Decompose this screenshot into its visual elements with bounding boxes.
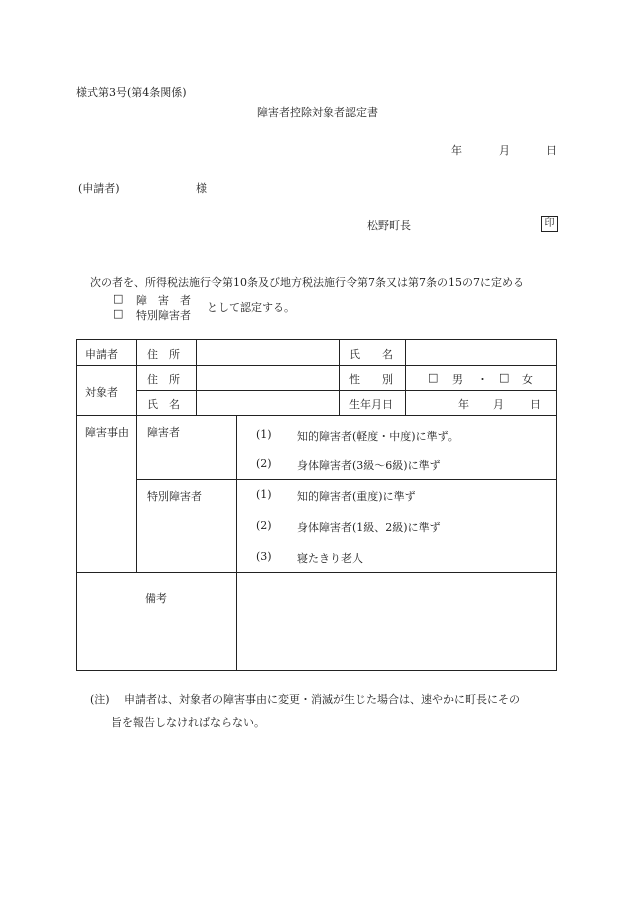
special-category-header: 特別障害者 [147,490,202,503]
disabled-item-2-text: 身体障害者(3級〜6級)に準ず [297,459,441,472]
subject-gender-label: 性 別 [349,373,393,386]
special-item-1-num: (1) [256,488,272,501]
subject-address-label: 住 所 [147,373,180,386]
option-checkbox-special[interactable]: □ [113,307,124,320]
date-year: 年 [451,144,462,157]
gender-separator: ・ [477,373,488,386]
applicant-name-label: 氏 名 [349,348,393,361]
seal-stamp: 印 [541,216,558,232]
statement-end: として認定する。 [207,301,295,314]
option-label-disabled: 障 害 者 [136,294,191,307]
disabled-item-1-text: 知的障害者(軽度・中度)に準ず。 [297,430,459,443]
issuer: 松野町長 [367,219,411,232]
subject-birthdate-label: 生年月日 [349,398,393,411]
female-label: 女 [522,373,533,386]
option-checkbox-disabled[interactable]: □ [113,292,124,305]
applicant-label: (申請者) [78,182,120,195]
special-item-3-num: (3) [256,550,272,563]
date-month: 月 [499,144,510,157]
note-line-2: 旨を報告しなければならない。 [111,716,265,729]
reason-header: 障害事由 [85,426,129,439]
disabled-item-1-num: (1) [256,428,272,441]
male-checkbox[interactable]: □ [428,371,439,384]
form-reference: 様式第3号(第4条関係) [76,86,187,99]
applicant-row-header: 申請者 [85,348,118,361]
note-label: (注) [90,693,110,706]
subject-name-label: 氏 名 [147,398,180,411]
special-item-2-text: 身体障害者(1級、2級)に準ず [297,521,441,534]
female-checkbox[interactable]: □ [499,371,510,384]
birth-year: 年 [458,398,469,411]
option-label-special: 特別障害者 [136,309,191,322]
birth-month: 月 [493,398,504,411]
disabled-item-2-num: (2) [256,457,272,470]
special-item-1-text: 知的障害者(重度)に準ず [297,490,416,503]
note-line-1: 申請者は、対象者の障害事由に変更・消滅が生じた場合は、速やかに町長にその [124,693,520,706]
remarks-header: 備考 [145,592,167,605]
applicant-address-label: 住 所 [147,348,180,361]
disabled-category-header: 障害者 [147,426,180,439]
page-title: 障害者控除対象者認定書 [257,106,378,119]
birth-day: 日 [530,398,541,411]
date-day: 日 [546,144,557,157]
male-label: 男 [452,373,463,386]
special-item-2-num: (2) [256,519,272,532]
applicant-honorific: 様 [196,182,207,195]
special-item-3-text: 寝たきり老人 [297,552,363,565]
statement-text: 次の者を、所得税法施行令第10条及び地方税法施行令第7条又は第7条の15の7に定める [90,276,524,289]
subject-row-header: 対象者 [85,386,118,399]
